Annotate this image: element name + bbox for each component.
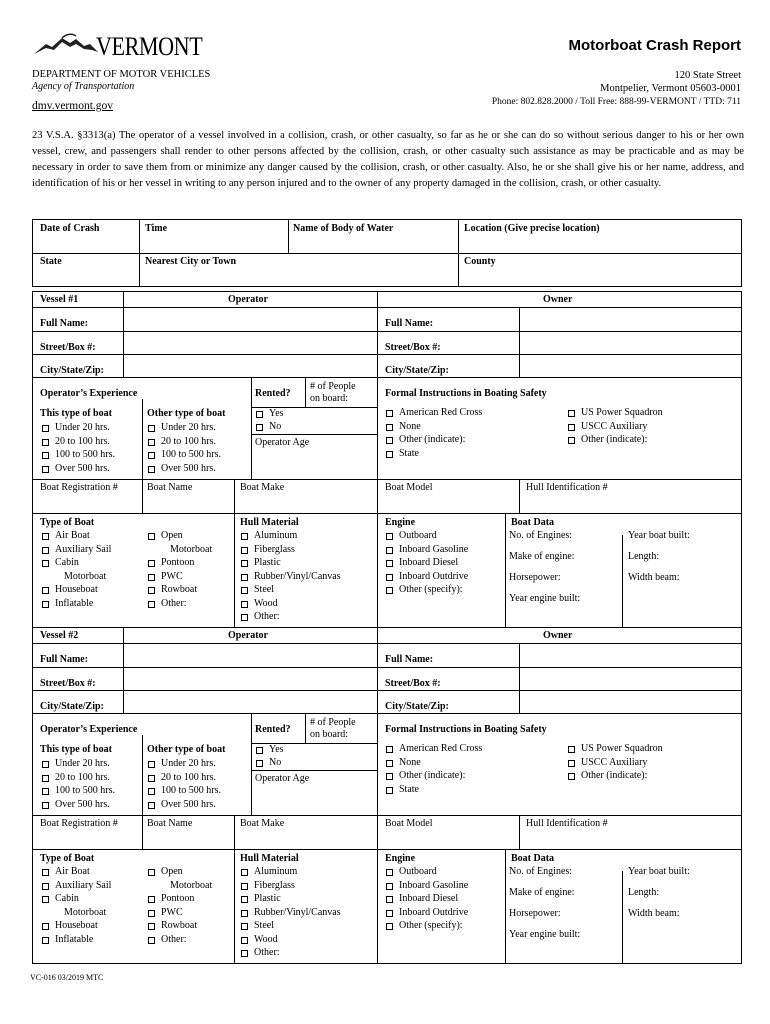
crash-time-field[interactable] <box>141 236 287 252</box>
formal-instructions-label: Formal Instructions in Boating Safety <box>385 724 547 735</box>
v2-formal-left-0-label: American Red Cross <box>399 743 483 754</box>
v1-type-right-3-label: Other: <box>161 597 187 609</box>
v2-type-left-2-label: Cabin <box>55 893 79 904</box>
boat-model-label: Boat Model <box>385 818 433 829</box>
address-line-2: Montpelier, Vermont 05603-0001 <box>600 83 741 94</box>
v2-type-left-3-checkbox[interactable] <box>42 923 49 930</box>
v2-this-type-hours-2-label: 100 to 500 hrs. <box>55 785 115 796</box>
v1-this-type-hours-2-checkbox[interactable] <box>42 452 49 459</box>
v1-formal-left-3-label: State <box>399 447 419 459</box>
this-type-of-boat-label: This type of boat <box>40 744 112 755</box>
v1-formal-right-2-label: Other (indicate): <box>581 434 648 445</box>
boat-registration-label: Boat Registration # <box>40 482 118 493</box>
year-engine-built-label: Year engine built: <box>509 593 581 604</box>
owner-city-label: City/State/Zip: <box>385 701 449 712</box>
v1-rented-yes-checkbox[interactable] <box>256 411 263 418</box>
this-type-of-boat-label: This type of boat <box>40 408 112 419</box>
v1-other-type-hours-3-label: Over 500 hrs. <box>161 462 216 474</box>
v1-type-open-checkbox[interactable] <box>148 533 155 540</box>
make-of-engine-label: Make of engine: <box>509 551 575 562</box>
engine-label: Engine <box>385 517 416 528</box>
open-motorboat-label: Motorboat <box>170 543 213 555</box>
boat-data-label: Boat Data <box>511 853 555 864</box>
v2-type-left-1-checkbox[interactable] <box>42 883 49 890</box>
v2-type-open-label: Open <box>161 866 183 877</box>
v1-operator-city-field[interactable] <box>125 356 376 376</box>
v2-other-type-hours-0-checkbox[interactable] <box>148 761 155 768</box>
v1-owner-full-name-field[interactable] <box>521 309 741 330</box>
year-engine-built-label: Year engine built: <box>509 929 581 940</box>
v1-engine-4-label: Other (specify): <box>399 584 463 595</box>
v1-other-type-hours-3-checkbox[interactable] <box>148 466 155 473</box>
v2-operator-city-field[interactable] <box>125 692 376 712</box>
v1-type-right-1-checkbox[interactable] <box>148 574 155 581</box>
v2-type-left-0-label: Air Boat <box>55 866 90 877</box>
v2-type-left-2-checkbox[interactable] <box>42 896 49 903</box>
operator-full-name-label: Full Name: <box>40 654 89 665</box>
v1-engine-2-checkbox[interactable] <box>386 560 393 567</box>
operator-city-label: City/State/Zip: <box>40 701 104 712</box>
boat-make-label: Boat Make <box>240 482 285 493</box>
v1-formal-right-0-label: US Power Squadron <box>581 407 663 418</box>
v2-type-open-checkbox[interactable] <box>148 869 155 876</box>
v1-rented-no-checkbox[interactable] <box>256 424 263 431</box>
v2-owner-city-field[interactable] <box>521 692 741 712</box>
v1-hull-0-checkbox[interactable] <box>241 533 248 540</box>
vessel-label: Vessel #1 <box>40 294 79 305</box>
v1-hull-2-label: Plastic <box>254 557 281 568</box>
v1-formal-left-2-label: Other (indicate): <box>399 434 466 445</box>
address-line-1: 120 State Street <box>674 70 741 81</box>
type-of-boat-label: Type of Boat <box>40 517 95 528</box>
width-beam-label: Width beam: <box>628 908 680 919</box>
form-number: VC-016 03/2019 MTC <box>30 973 104 982</box>
v2-hull-1-checkbox[interactable] <box>241 883 248 890</box>
v2-hull-0-label: Aluminum <box>254 866 298 877</box>
v2-rented-yes-label: Yes <box>269 744 284 755</box>
v2-other-type-hours-3-checkbox[interactable] <box>148 802 155 809</box>
v2-type-left-1-label: Auxiliary Sail <box>55 879 112 891</box>
mountain-icon <box>32 30 102 58</box>
body-of-water-label: Name of Body of Water <box>293 223 394 234</box>
agency-name: Agency of Transportation <box>32 81 135 92</box>
v2-engine-4-checkbox[interactable] <box>386 923 393 930</box>
v1-type-left-3-label: Houseboat <box>55 584 98 595</box>
v2-this-type-hours-1-label: 20 to 100 hrs. <box>55 771 110 783</box>
v1-hull-5-label: Wood <box>254 597 278 609</box>
crash-date-field[interactable] <box>34 236 138 252</box>
v2-hull-4-label: Steel <box>254 920 274 931</box>
v2-owner-full-name-field[interactable] <box>521 645 741 666</box>
owner-full-name-label: Full Name: <box>385 318 434 329</box>
v1-hull-6-label: Other: <box>254 611 280 622</box>
cabin-motorboat-label: Motorboat <box>64 570 107 582</box>
v1-formal-left-0-checkbox[interactable] <box>386 410 393 417</box>
owner-header: Owner <box>543 630 573 641</box>
rented-label: Rented? <box>255 388 291 399</box>
width-beam-label: Width beam: <box>628 572 680 583</box>
v2-hull-0-checkbox[interactable] <box>241 869 248 876</box>
v1-hull-2-checkbox[interactable] <box>241 560 248 567</box>
v2-formal-right-2-label: Other (indicate): <box>581 770 648 781</box>
department-name: DEPARTMENT OF MOTOR VEHICLES <box>32 69 211 80</box>
v2-operator-street-field[interactable] <box>125 669 376 689</box>
v1-hull-3-label: Rubber/Vinyl/Canvas <box>254 570 341 582</box>
v1-formal-right-2-checkbox[interactable] <box>568 437 575 444</box>
v1-type-right-0-checkbox[interactable] <box>148 560 155 567</box>
owner-city-label: City/State/Zip: <box>385 365 449 376</box>
v2-type-left-0-checkbox[interactable] <box>42 869 49 876</box>
v2-type-right-1-label: PWC <box>161 906 183 918</box>
people-on-board-label-2: on board: <box>310 729 349 740</box>
v1-formal-left-0-label: American Red Cross <box>399 407 483 418</box>
boat-model-label: Boat Model <box>385 482 433 493</box>
v1-hull-5-checkbox[interactable] <box>241 601 248 608</box>
v1-type-left-2-checkbox[interactable] <box>42 560 49 567</box>
v1-type-left-0-label: Air Boat <box>55 530 90 541</box>
operators-experience-label: Operator’s Experience <box>40 388 138 399</box>
owner-street-label: Street/Box #: <box>385 678 441 689</box>
v2-other-type-hours-0-label: Under 20 hrs. <box>161 758 216 769</box>
v2-hull-3-label: Rubber/Vinyl/Canvas <box>254 906 341 918</box>
v1-operator-street-field[interactable] <box>125 333 376 353</box>
v2-type-right-2-checkbox[interactable] <box>148 923 155 930</box>
v2-rented-no-label: No <box>269 757 282 768</box>
v1-hull-4-checkbox[interactable] <box>241 587 248 594</box>
rented-label: Rented? <box>255 724 291 735</box>
v1-type-right-2-checkbox[interactable] <box>148 587 155 594</box>
v2-hull-5-label: Wood <box>254 933 278 945</box>
v1-engine-3-checkbox[interactable] <box>386 574 393 581</box>
operator-street-label: Street/Box #: <box>40 342 96 353</box>
v2-formal-left-0-checkbox[interactable] <box>386 746 393 753</box>
v2-engine-3-label: Inboard Outdrive <box>399 906 469 918</box>
v2-formal-right-2-checkbox[interactable] <box>568 773 575 780</box>
v1-this-type-hours-0-label: Under 20 hrs. <box>55 422 110 433</box>
v2-hull-3-checkbox[interactable] <box>241 910 248 917</box>
make-of-engine-label: Make of engine: <box>509 887 575 898</box>
v2-hull-2-checkbox[interactable] <box>241 896 248 903</box>
operator-city-label: City/State/Zip: <box>40 365 104 376</box>
v2-formal-right-0-label: US Power Squadron <box>581 743 663 754</box>
v2-this-type-hours-2-checkbox[interactable] <box>42 788 49 795</box>
v2-formal-right-0-checkbox[interactable] <box>568 746 575 753</box>
v2-hull-6-checkbox[interactable] <box>241 950 248 957</box>
v2-engine-2-label: Inboard Diesel <box>399 893 459 904</box>
v1-this-type-hours-1-label: 20 to 100 hrs. <box>55 435 110 447</box>
v1-formal-left-3-checkbox[interactable] <box>386 451 393 458</box>
phone-line: Phone: 802.828.2000 / Toll Free: 888-99-VERMONT / TTD: 711 <box>491 97 741 107</box>
v1-engine-3-label: Inboard Outdrive <box>399 570 469 582</box>
v2-other-type-hours-3-label: Over 500 hrs. <box>161 798 216 810</box>
people-on-board-label-2: on board: <box>310 393 349 404</box>
statute-text: 23 V.S.A. §3313(a) The operator of a vessel involved in a collision, crash, or other casualty, so far as he or she can do so without serious danger to his or her own vessel, crew, and passengers shall render to other persons affected by the collision, crash, or other casualty such assistance as may be practicable and as may be necessary in order to save them from or minimize any danger caused by the collision, crash, or other casualty. Also, he or she shall give his or her name, address, and identification of his or her vessel in writing to any person injured and to the owner of any property damaged in the collision, crash, or other casualty. <box>32 130 744 189</box>
nearest-city-field[interactable] <box>141 269 457 285</box>
v2-formal-left-1-label: None <box>399 756 421 768</box>
num-engines-label: No. of Engines: <box>509 866 573 877</box>
v1-other-type-hours-0-checkbox[interactable] <box>148 425 155 432</box>
v2-type-left-4-label: Inflatable <box>55 933 94 945</box>
hull-identification-label: Hull Identification # <box>526 482 608 493</box>
other-type-of-boat-label: Other type of boat <box>147 744 226 755</box>
v2-type-right-2-label: Rowboat <box>161 920 198 931</box>
v1-hull-1-checkbox[interactable] <box>241 547 248 554</box>
v1-this-type-hours-3-checkbox[interactable] <box>42 466 49 473</box>
operator-header: Operator <box>228 294 268 305</box>
year-boat-built-label: Year boat built: <box>628 866 690 877</box>
v2-rented-no-checkbox[interactable] <box>256 760 263 767</box>
v2-other-type-hours-2-label: 100 to 500 hrs. <box>161 785 221 796</box>
v2-hull-4-checkbox[interactable] <box>241 923 248 930</box>
v2-engine-0-checkbox[interactable] <box>386 869 393 876</box>
v1-this-type-hours-1-checkbox[interactable] <box>42 439 49 446</box>
length-label: Length: <box>628 887 660 898</box>
owner-street-label: Street/Box #: <box>385 342 441 353</box>
hull-identification-label: Hull Identification # <box>526 818 608 829</box>
v2-engine-0-label: Outboard <box>399 866 437 877</box>
v2-engine-1-checkbox[interactable] <box>386 883 393 890</box>
num-engines-label: No. of Engines: <box>509 530 573 541</box>
boat-name-label: Boat Name <box>147 482 193 493</box>
v2-formal-right-1-checkbox[interactable] <box>568 760 575 767</box>
body-of-water-field[interactable] <box>290 236 457 252</box>
v2-this-type-hours-0-label: Under 20 hrs. <box>55 758 110 769</box>
year-boat-built-label: Year boat built: <box>628 530 690 541</box>
v2-this-type-hours-3-checkbox[interactable] <box>42 802 49 809</box>
form-title: Motorboat Crash Report <box>568 37 741 54</box>
vermont-logo <box>32 30 212 60</box>
v1-type-right-3-checkbox[interactable] <box>148 601 155 608</box>
v1-type-left-1-checkbox[interactable] <box>42 547 49 554</box>
v2-hull-2-label: Plastic <box>254 893 281 904</box>
v1-type-left-2-label: Cabin <box>55 557 79 568</box>
v2-engine-3-checkbox[interactable] <box>386 910 393 917</box>
vessel-label: Vessel #2 <box>40 630 79 641</box>
people-on-board-label: # of People <box>310 381 356 392</box>
state-field[interactable] <box>34 269 138 285</box>
v1-type-left-0-checkbox[interactable] <box>42 533 49 540</box>
engine-label: Engine <box>385 853 416 864</box>
county-field[interactable] <box>460 269 741 285</box>
v1-type-right-2-label: Rowboat <box>161 584 198 595</box>
other-type-of-boat-label: Other type of boat <box>147 408 226 419</box>
boat-name-label: Boat Name <box>147 818 193 829</box>
v1-other-type-hours-1-label: 20 to 100 hrs. <box>161 435 216 447</box>
boat-registration-label: Boat Registration # <box>40 818 118 829</box>
horsepower-label: Horsepower: <box>509 572 561 583</box>
v2-owner-street-field[interactable] <box>521 669 741 689</box>
v1-type-right-1-label: PWC <box>161 570 183 582</box>
v2-type-right-3-checkbox[interactable] <box>148 937 155 944</box>
v1-owner-city-field[interactable] <box>521 356 741 376</box>
cabin-motorboat-label: Motorboat <box>64 906 107 918</box>
v2-hull-6-label: Other: <box>254 947 280 958</box>
v1-formal-right-1-label: USCC Auxiliary <box>581 420 648 432</box>
owner-header: Owner <box>543 294 573 305</box>
v2-operator-full-name-field[interactable] <box>125 645 376 666</box>
nearest-city-label: Nearest City or Town <box>145 256 237 267</box>
state-label: State <box>40 256 62 267</box>
v2-this-type-hours-1-checkbox[interactable] <box>42 775 49 782</box>
v1-hull-1-label: Fiberglass <box>254 543 295 555</box>
v1-formal-right-0-checkbox[interactable] <box>568 410 575 417</box>
location-label: Location (Give precise location) <box>464 223 600 234</box>
v2-formal-left-1-checkbox[interactable] <box>386 760 393 767</box>
operator-age-label: Operator Age <box>255 437 310 448</box>
v1-this-type-hours-2-label: 100 to 500 hrs. <box>55 449 115 460</box>
hull-material-label: Hull Material <box>240 517 299 528</box>
v1-engine-2-label: Inboard Diesel <box>399 557 459 568</box>
v1-type-open-label: Open <box>161 530 183 541</box>
v1-owner-street-field[interactable] <box>521 333 741 353</box>
v2-formal-left-2-checkbox[interactable] <box>386 773 393 780</box>
open-motorboat-label: Motorboat <box>170 879 213 891</box>
v2-this-type-hours-0-checkbox[interactable] <box>42 761 49 768</box>
v2-type-right-0-label: Pontoon <box>161 893 195 904</box>
v2-other-type-hours-1-label: 20 to 100 hrs. <box>161 771 216 783</box>
v1-engine-1-label: Inboard Gasoline <box>399 543 469 555</box>
v1-type-left-1-label: Auxiliary Sail <box>55 543 112 555</box>
operators-experience-label: Operator’s Experience <box>40 724 138 735</box>
horsepower-label: Horsepower: <box>509 908 561 919</box>
location-field[interactable] <box>460 236 741 252</box>
v1-other-type-hours-0-label: Under 20 hrs. <box>161 422 216 433</box>
v2-other-type-hours-1-checkbox[interactable] <box>148 775 155 782</box>
v1-operator-full-name-field[interactable] <box>125 309 376 330</box>
v1-engine-1-checkbox[interactable] <box>386 547 393 554</box>
v2-type-right-3-label: Other: <box>161 933 187 945</box>
v1-hull-4-label: Steel <box>254 584 274 595</box>
v2-engine-4-label: Other (specify): <box>399 920 463 931</box>
v2-hull-1-label: Fiberglass <box>254 879 295 891</box>
v2-formal-right-1-label: USCC Auxiliary <box>581 756 648 768</box>
v1-rented-yes-label: Yes <box>269 408 284 419</box>
website-link[interactable]: dmv.vermont.gov <box>32 100 114 112</box>
date-of-crash-label: Date of Crash <box>40 223 100 234</box>
v2-formal-left-3-checkbox[interactable] <box>386 787 393 794</box>
type-of-boat-label: Type of Boat <box>40 853 95 864</box>
people-on-board-label: # of People <box>310 717 356 728</box>
v1-formal-right-1-checkbox[interactable] <box>568 424 575 431</box>
logo-text: VERMONT <box>96 32 203 61</box>
v1-type-left-3-checkbox[interactable] <box>42 587 49 594</box>
v1-type-left-4-checkbox[interactable] <box>42 601 49 608</box>
v2-type-right-0-checkbox[interactable] <box>148 896 155 903</box>
formal-instructions-label: Formal Instructions in Boating Safety <box>385 388 547 399</box>
owner-full-name-label: Full Name: <box>385 654 434 665</box>
operator-street-label: Street/Box #: <box>40 678 96 689</box>
v1-engine-0-checkbox[interactable] <box>386 533 393 540</box>
v2-formal-left-2-label: Other (indicate): <box>399 770 466 781</box>
v2-rented-yes-checkbox[interactable] <box>256 747 263 754</box>
v1-this-type-hours-0-checkbox[interactable] <box>42 425 49 432</box>
v1-engine-0-label: Outboard <box>399 530 437 541</box>
v2-this-type-hours-3-label: Over 500 hrs. <box>55 798 110 810</box>
v2-hull-5-checkbox[interactable] <box>241 937 248 944</box>
boat-data-label: Boat Data <box>511 517 555 528</box>
v2-other-type-hours-2-checkbox[interactable] <box>148 788 155 795</box>
v2-type-left-4-checkbox[interactable] <box>42 937 49 944</box>
county-label: County <box>464 256 496 267</box>
v2-formal-left-3-label: State <box>399 783 419 795</box>
boat-make-label: Boat Make <box>240 818 285 829</box>
v2-type-right-1-checkbox[interactable] <box>148 910 155 917</box>
v2-engine-1-label: Inboard Gasoline <box>399 879 469 891</box>
v1-type-right-0-label: Pontoon <box>161 557 195 568</box>
v1-other-type-hours-2-label: 100 to 500 hrs. <box>161 449 221 460</box>
v1-other-type-hours-2-checkbox[interactable] <box>148 452 155 459</box>
v1-hull-6-checkbox[interactable] <box>241 614 248 621</box>
operator-full-name-label: Full Name: <box>40 318 89 329</box>
length-label: Length: <box>628 551 660 562</box>
hull-material-label: Hull Material <box>240 853 299 864</box>
v2-type-left-3-label: Houseboat <box>55 920 98 931</box>
v1-engine-4-checkbox[interactable] <box>386 587 393 594</box>
v1-type-left-4-label: Inflatable <box>55 597 94 609</box>
v1-rented-no-label: No <box>269 421 282 432</box>
operator-header: Operator <box>228 630 268 641</box>
v1-hull-3-checkbox[interactable] <box>241 574 248 581</box>
v1-this-type-hours-3-label: Over 500 hrs. <box>55 462 110 474</box>
v1-hull-0-label: Aluminum <box>254 530 298 541</box>
v1-other-type-hours-1-checkbox[interactable] <box>148 439 155 446</box>
v1-formal-left-1-checkbox[interactable] <box>386 424 393 431</box>
v1-formal-left-1-label: None <box>399 420 421 432</box>
v1-formal-left-2-checkbox[interactable] <box>386 437 393 444</box>
v2-engine-2-checkbox[interactable] <box>386 896 393 903</box>
operator-age-label: Operator Age <box>255 773 310 784</box>
time-label: Time <box>145 223 168 234</box>
